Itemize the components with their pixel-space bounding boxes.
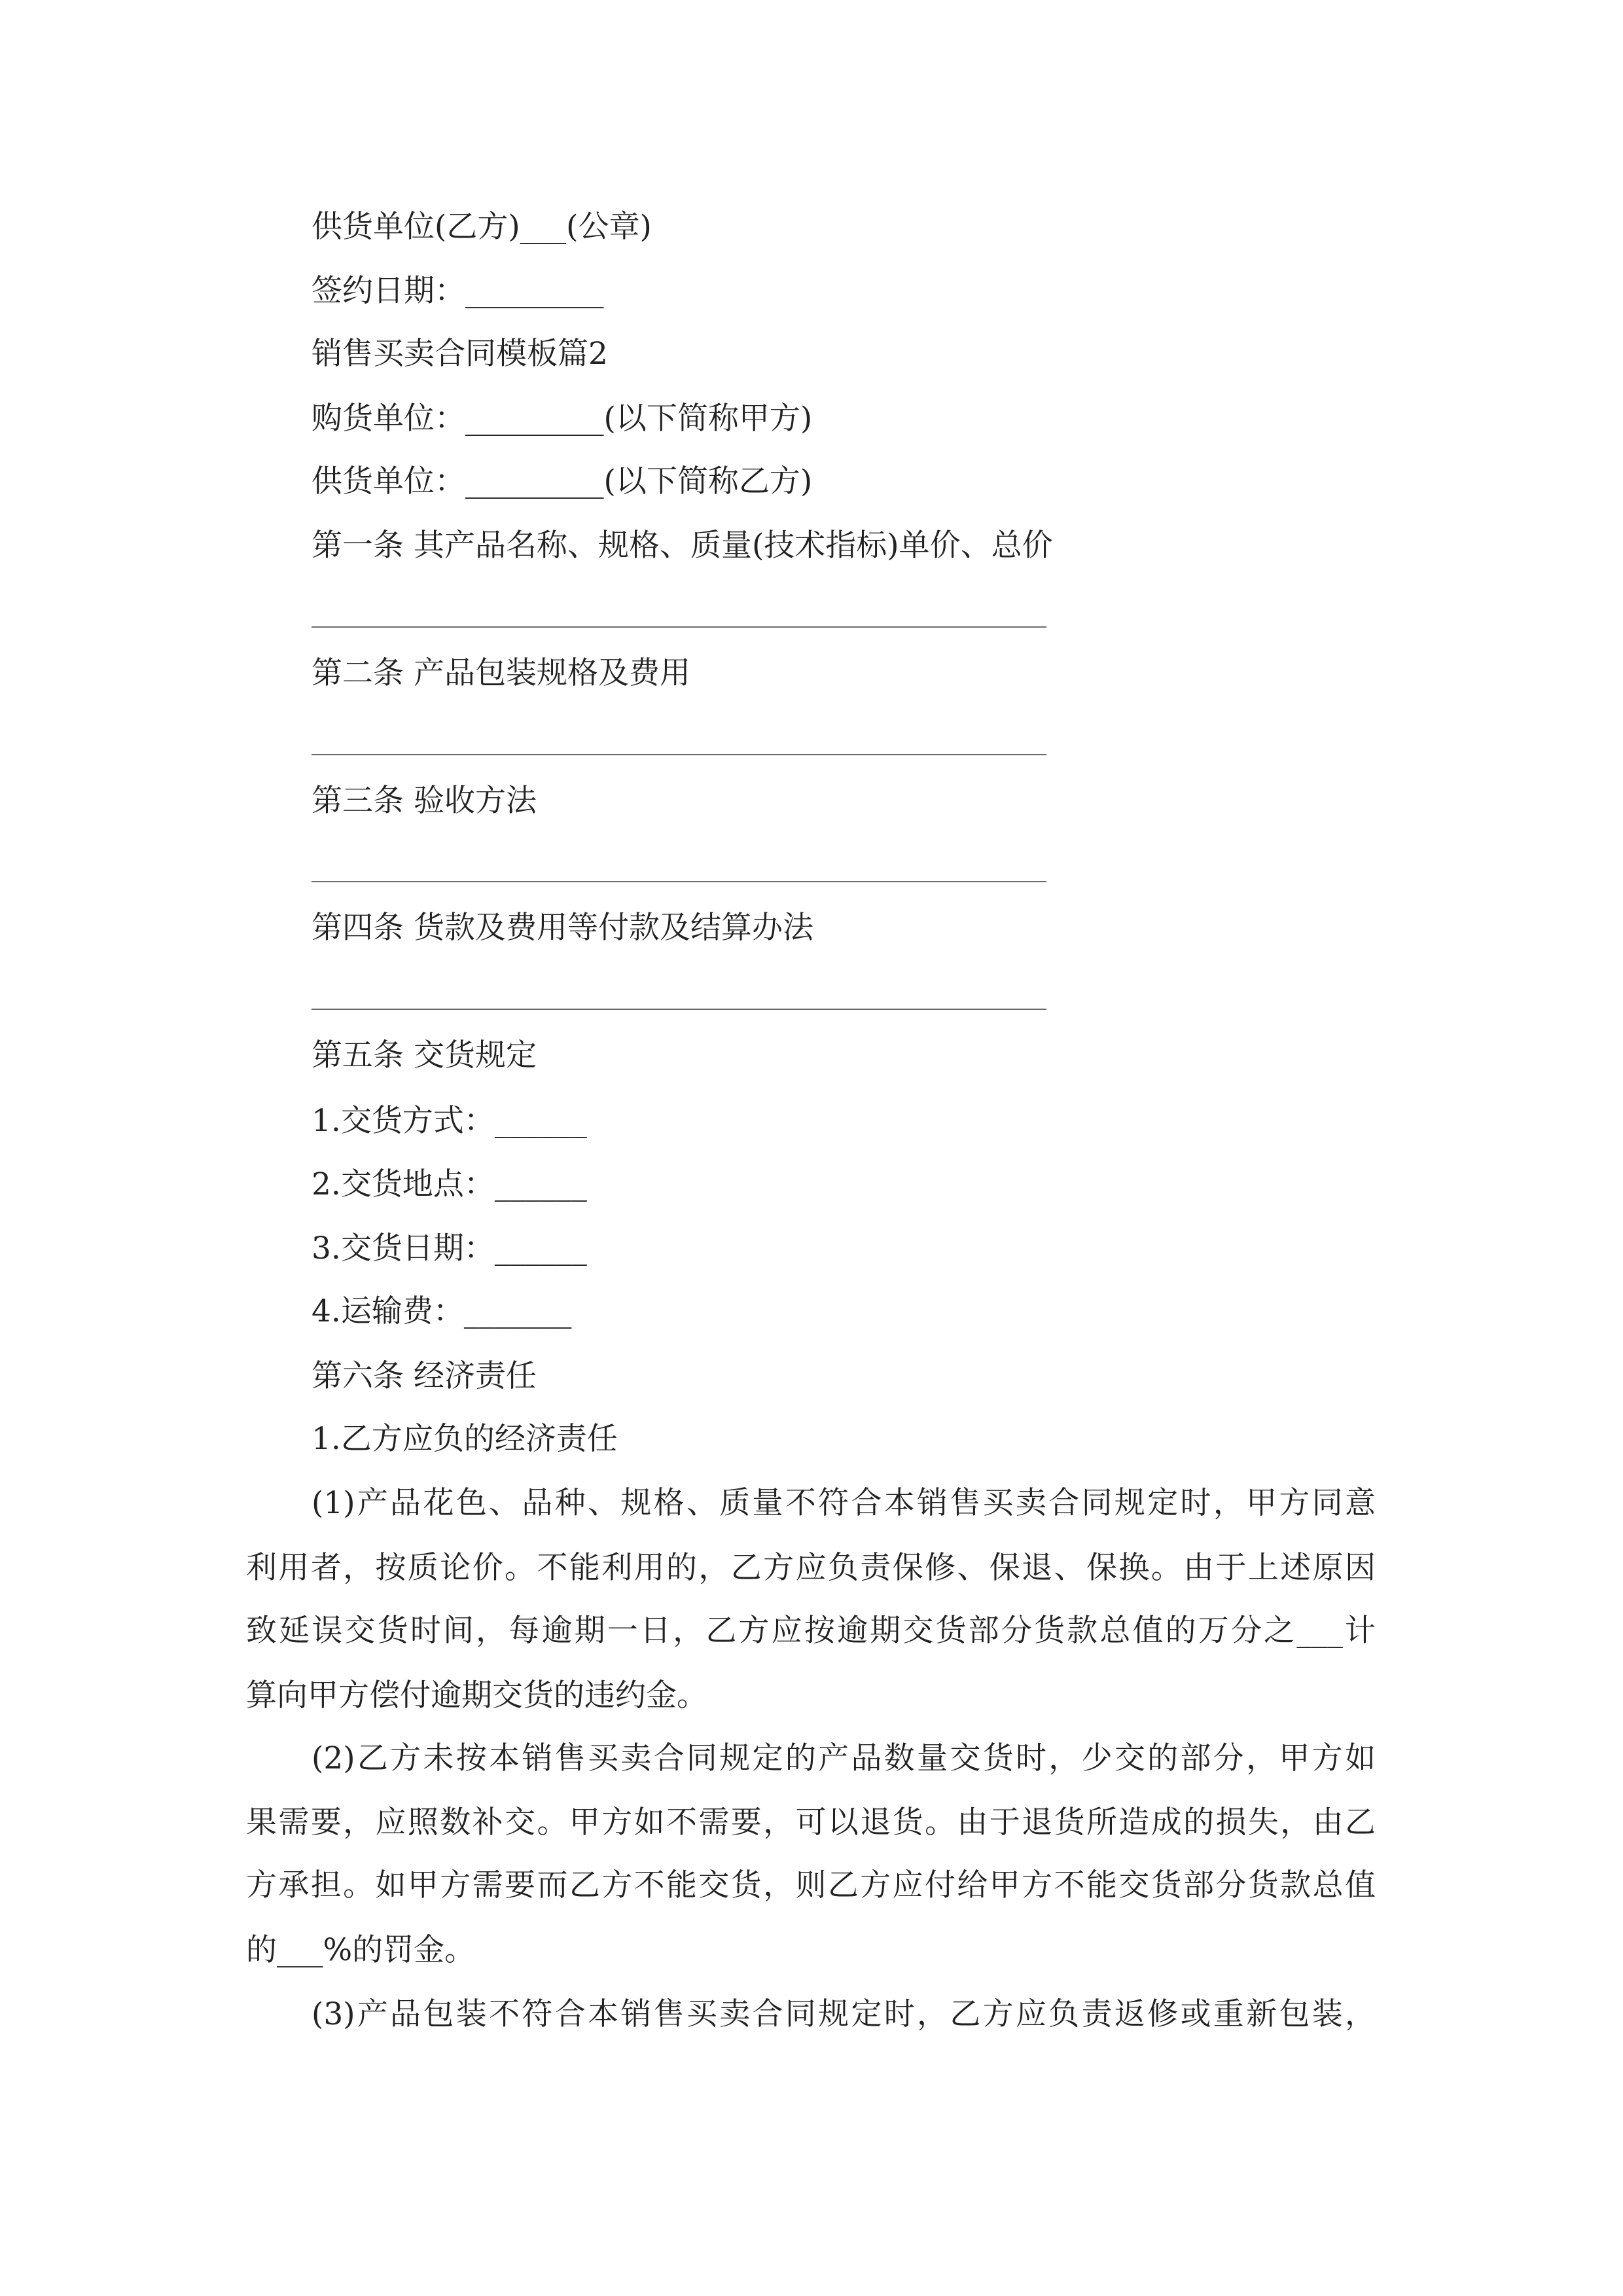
article-1-heading: 第一条 其产品名称、规格、质量(技术指标)单价、总价: [312, 528, 1053, 564]
article-2-heading: 第二条 产品包装规格及费用: [312, 655, 690, 691]
delivery-place-line: 2.交货地点：______: [312, 1166, 587, 1202]
paragraph-2-line: 果需要，应照数补交。甲方如不需要，可以退货。由于退货所造成的损失，由乙: [246, 1804, 1376, 1840]
delivery-method-line: 1.交货方式：______: [312, 1103, 587, 1139]
paragraph-2-line: (2)乙方未按本销售买卖合同规定的产品数量交货时，少交的部分，甲方如: [312, 1740, 1376, 1776]
paragraph-1-line: (1)产品花色、品种、规格、质量不符合本销售买卖合同规定时，甲方同意: [312, 1485, 1376, 1521]
supplier-seal-line: 供货单位(乙方)___(公章): [312, 209, 652, 245]
paragraph-2-line: 方承担。如甲方需要而乙方不能交货，则乙方应付给甲方不能交货部分货款总值: [246, 1867, 1376, 1903]
article-4-heading: 第四条 货款及费用等付款及结算办法: [312, 910, 813, 946]
article-2-blank-line: [312, 754, 1046, 755]
delivery-date-line: 3.交货日期：______: [312, 1230, 587, 1266]
paragraph-1-line: 致延误交货时间，每逾期一日，乙方应按逾期交货部分货款总值的万分之___计: [246, 1613, 1376, 1649]
signing-date-line: 签约日期：_________: [312, 273, 604, 309]
template-title: 销售买卖合同模板篇2: [312, 336, 608, 372]
supplier-party-line: 供货单位：_________(以下简称乙方): [312, 463, 813, 499]
liability-heading: 1.乙方应负的经济责任: [312, 1421, 618, 1457]
article-3-heading: 第三条 验收方法: [312, 783, 537, 819]
paragraph-2-line: 的___%的罚金。: [246, 1932, 476, 1968]
article-6-heading: 第六条 经济责任: [312, 1358, 537, 1394]
article-4-blank-line: [312, 1009, 1046, 1010]
article-5-heading: 第五条 交货规定: [312, 1037, 537, 1073]
paragraph-3-line: (3)产品包装不符合本销售买卖合同规定时，乙方应负责返修或重新包装，: [312, 1996, 1376, 2032]
buyer-party-line: 购货单位：_________(以下简称甲方): [312, 401, 813, 437]
freight-line: 4.运输费：_______: [312, 1293, 572, 1329]
article-1-blank-line: [312, 626, 1046, 628]
paragraph-1-line: 算向甲方偿付逾期交货的违约金。: [246, 1677, 707, 1713]
paragraph-1-line: 利用者，按质论价。不能利用的，乙方应负责保修、保退、保换。由于上述原因: [246, 1550, 1376, 1586]
article-3-blank-line: [312, 881, 1046, 882]
